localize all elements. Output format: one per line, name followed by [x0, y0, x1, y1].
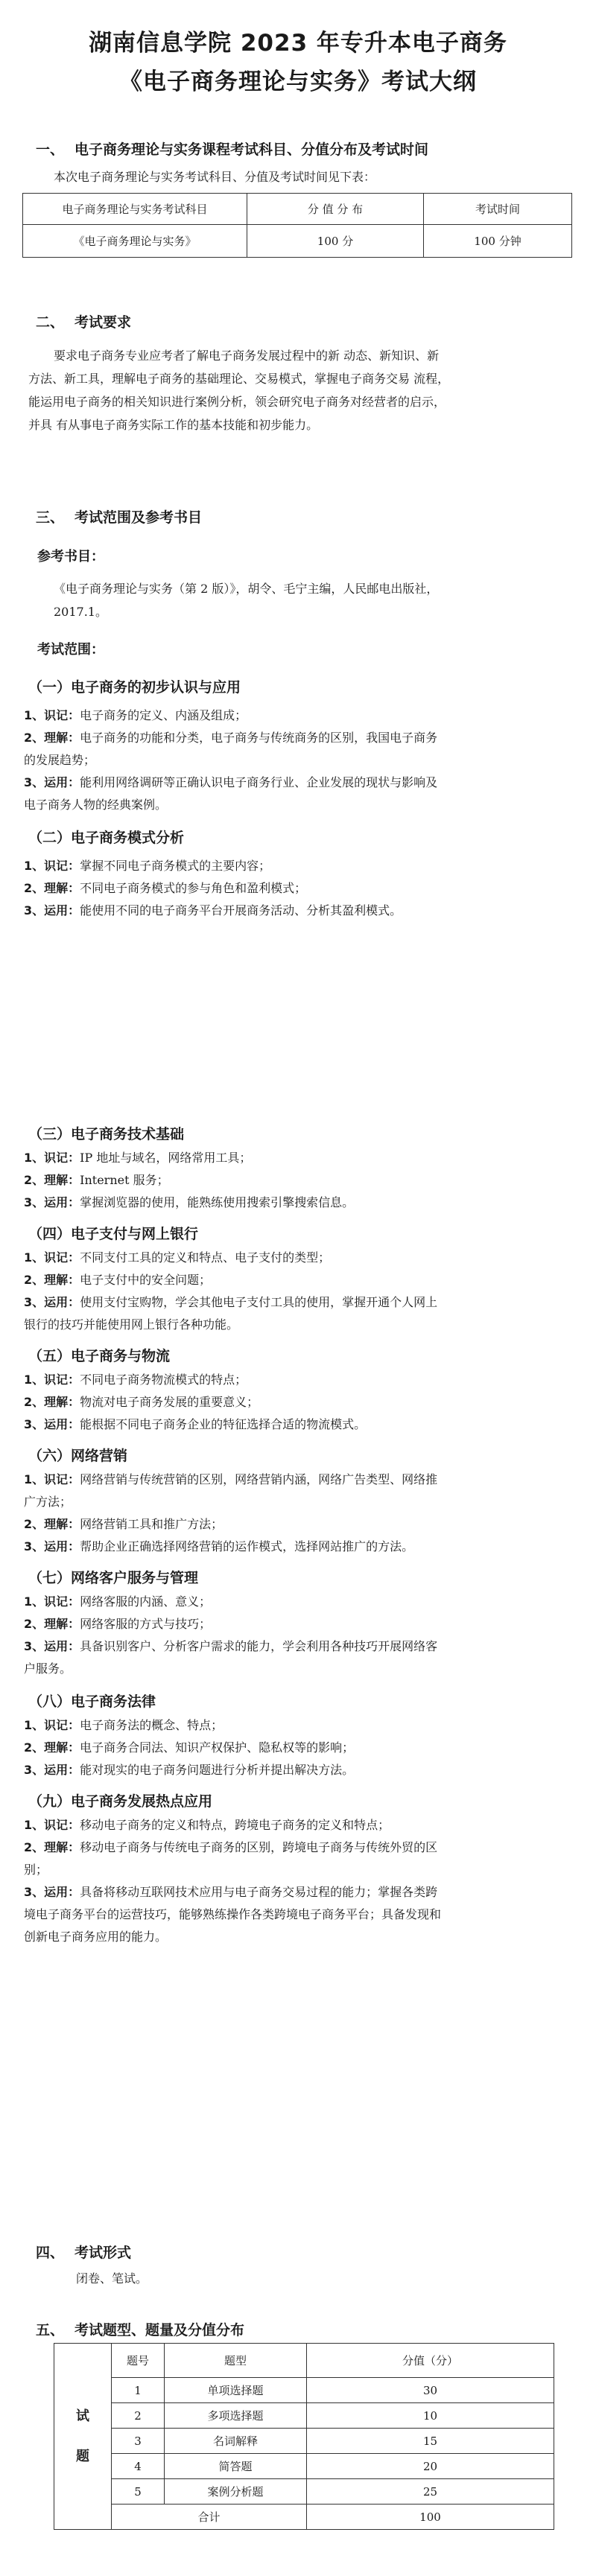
topic-line: 1、识记：移动电子商务的定义和特点，跨境电子商务的定义和特点；	[24, 1818, 390, 1832]
table-row: 4 简答题 20	[54, 2454, 554, 2479]
table-row: 2 多项选择题 10	[54, 2403, 554, 2429]
section-2-number: 二、	[36, 314, 65, 331]
table-header-cell: 电子商务理论与实务考试科目	[23, 194, 247, 225]
topic-line: 3、运用：能使用不同的电子商务平台开展商务活动、分析其盈利模式。	[24, 903, 402, 917]
topic-line: 3、运用：掌握浏览器的使用，能熟练使用搜索引擎搜索信息。	[24, 1195, 355, 1209]
topic-9-title: （九）电子商务发展热点应用	[28, 1793, 213, 1810]
section-2-line: 并具 有从事电子商务实际工作的基本技能和初步能力。	[28, 418, 319, 432]
section-1-number: 一、	[36, 141, 65, 158]
section-2-line: 能运用电子商务的相关知识进行案例分析，领会研究电子商务对经营者的启示，	[28, 395, 446, 409]
table-header-cell: 题号	[112, 2344, 165, 2378]
section-2-line: 方法、新工具，理解电子商务的基础理论、交易模式，掌握电子商务交易 流程，	[28, 372, 450, 386]
topic-line: 2、理解：移动电子商务与传统电子商务的区别，跨境电子商务与传统外贸的区	[24, 1840, 438, 1854]
topic-line: 1、识记：网络营销与传统营销的区别，网络营销内涵，网络广告类型、网络推	[24, 1472, 438, 1486]
topic-5-title: （五）电子商务与物流	[28, 1348, 171, 1364]
section-1-heading	[36, 139, 428, 159]
topic-line: 1、识记：电子商务的定义、内涵及组成；	[24, 708, 247, 722]
topic-line: 3、运用：帮助企业正确选择网络营销的运作模式，选择网站推广的方法。	[24, 1539, 414, 1553]
topic-line: 1、识记：掌握不同电子商务模式的主要内容；	[24, 859, 271, 873]
section-4-number: 四、	[36, 2245, 65, 2261]
table-header-cell: 题型	[165, 2344, 307, 2378]
topic-1-title: （一）电子商务的初步认识与应用	[28, 679, 241, 696]
table-row: 5 案例分析题 25	[54, 2479, 554, 2505]
topic-line: 电子商务人物的经典案例。	[24, 798, 168, 812]
table-cell: 100 分钟	[424, 225, 572, 258]
reference-books-heading: 参考书目：	[37, 549, 104, 565]
topic-line: 2、理解：物流对电子商务发展的重要意义；	[24, 1395, 259, 1409]
table-side-label: 试 题	[54, 2344, 112, 2530]
topic-line: 2、理解：Internet 服务；	[24, 1173, 169, 1187]
section-3-title: 考试范围及参考书目	[74, 509, 203, 526]
exam-subject-table	[22, 193, 572, 258]
table-header-cell: 考试时间	[424, 194, 572, 225]
topic-6-title: （六）网络营销	[28, 1448, 128, 1464]
reference-book-line: 2017.1。	[54, 605, 107, 619]
section-4-heading	[36, 2242, 131, 2262]
topic-line: 1、识记：不同电子商务物流模式的特点；	[24, 1373, 247, 1387]
topic-line: 广方法；	[24, 1495, 72, 1509]
section-2-line: 要求电子商务专业应考者了解电子商务发展过程中的新 动态、新知识、新	[54, 349, 440, 363]
section-1-intro: 本次电子商务理论与实务考试科目、分值及考试时间见下表：	[54, 170, 376, 184]
topic-line: 2、理解：网络营销工具和推广方法；	[24, 1517, 224, 1531]
topic-line: 银行的技巧并能使用网上银行各种功能。	[24, 1317, 239, 1332]
topic-line: 境电子商务平台的运营技巧，能够熟练操作各类跨境电子商务平台；具备发现和	[24, 1907, 442, 1921]
table-cell: 100 分	[247, 225, 424, 258]
topic-line: 1、识记：电子商务法的概念、特点；	[24, 1718, 224, 1732]
topic-line: 3、运用：能根据不同电子商务企业的特征选择合适的物流模式。	[24, 1417, 367, 1431]
section-5-number: 五、	[36, 2322, 65, 2338]
table-row: 3 名词解释 15	[54, 2429, 554, 2454]
section-2-heading	[36, 311, 131, 331]
section-5-title: 考试题型、题量及分值分布	[74, 2322, 245, 2338]
topic-line: 创新电子商务应用的能力。	[24, 1930, 168, 1944]
topic-line: 的发展趋势；	[24, 753, 96, 767]
topic-line: 别；	[24, 1863, 48, 1877]
topic-line: 3、运用：具备识别客户、分析客户需求的能力，学会利用各种技巧开展网络客	[24, 1639, 438, 1653]
topic-line: 3、运用：能利用网络调研等正确认识电子商务行业、企业发展的现状与影响及	[24, 775, 438, 789]
topic-line: 3、运用：使用支付宝购物，学会其他电子支付工具的使用，掌握开通个人网上	[24, 1295, 438, 1309]
topic-line: 2、理解：电子商务的功能和分类，电子商务与传统商务的区别，我国电子商务	[24, 731, 438, 745]
topic-line: 2、理解：电子商务合同法、知识产权保护、隐私权等的影响；	[24, 1740, 355, 1755]
question-type-table	[54, 2343, 554, 2530]
topic-line: 3、运用：具备将移动互联网技术应用与电子商务交易过程的能力；掌握各类跨	[24, 1885, 438, 1899]
topic-7-title: （七）网络客户服务与管理	[28, 1570, 199, 1586]
reference-book-line: 《电子商务理论与实务（第 2 版）》，胡令、毛宁主编，人民邮电出版社，	[54, 582, 439, 596]
table-header-cell: 分值（分）	[307, 2344, 554, 2378]
section-3-number: 三、	[36, 509, 65, 526]
section-4-title: 考试形式	[74, 2245, 132, 2261]
section-1-title: 电子商务理论与实务课程考试科目、分值分布及考试时间	[74, 141, 429, 158]
topic-8-title: （八）电子商务法律	[28, 1694, 156, 1710]
topic-line: 1、识记：IP 地址与域名，网络常用工具；	[24, 1151, 252, 1165]
topic-4-title: （四）电子支付与网上银行	[28, 1226, 199, 1242]
topic-3-title: （三）电子商务技术基础	[28, 1126, 185, 1142]
topic-line: 2、理解：网络客服的方式与技巧；	[24, 1617, 212, 1631]
table-row: 1 单项选择题 30	[54, 2378, 554, 2403]
doc-title-line-2: 《电子商务理论与实务》考试大纲	[119, 69, 477, 95]
topic-line: 2、理解：电子支付中的安全问题；	[24, 1273, 212, 1287]
topic-line: 1、识记：网络客服的内涵、意义；	[24, 1594, 212, 1609]
topic-line: 户服务。	[24, 1661, 72, 1676]
doc-title-line-1: 湖南信息学院 2023 年专升本电子商务	[89, 30, 507, 57]
exam-format-text: 闭卷、笔试。	[76, 2271, 148, 2286]
section-3-heading	[36, 506, 202, 527]
section-5-heading	[36, 2319, 244, 2339]
table-total-row: 合计 100	[54, 2505, 554, 2530]
topic-line: 3、运用：能对现实的电子商务问题进行分析并提出解决方法。	[24, 1763, 355, 1777]
table-cell: 《电子商务理论与实务》	[23, 225, 247, 258]
table-header-cell: 分 值 分 布	[247, 194, 424, 225]
topic-line: 2、理解：不同电子商务模式的参与角色和盈利模式；	[24, 881, 307, 895]
exam-scope-heading: 考试范围：	[37, 642, 104, 658]
topic-2-title: （二）电子商务模式分析	[28, 830, 185, 846]
topic-line: 1、识记：不同支付工具的定义和特点、电子支付的类型；	[24, 1250, 331, 1265]
section-2-title: 考试要求	[74, 314, 132, 331]
